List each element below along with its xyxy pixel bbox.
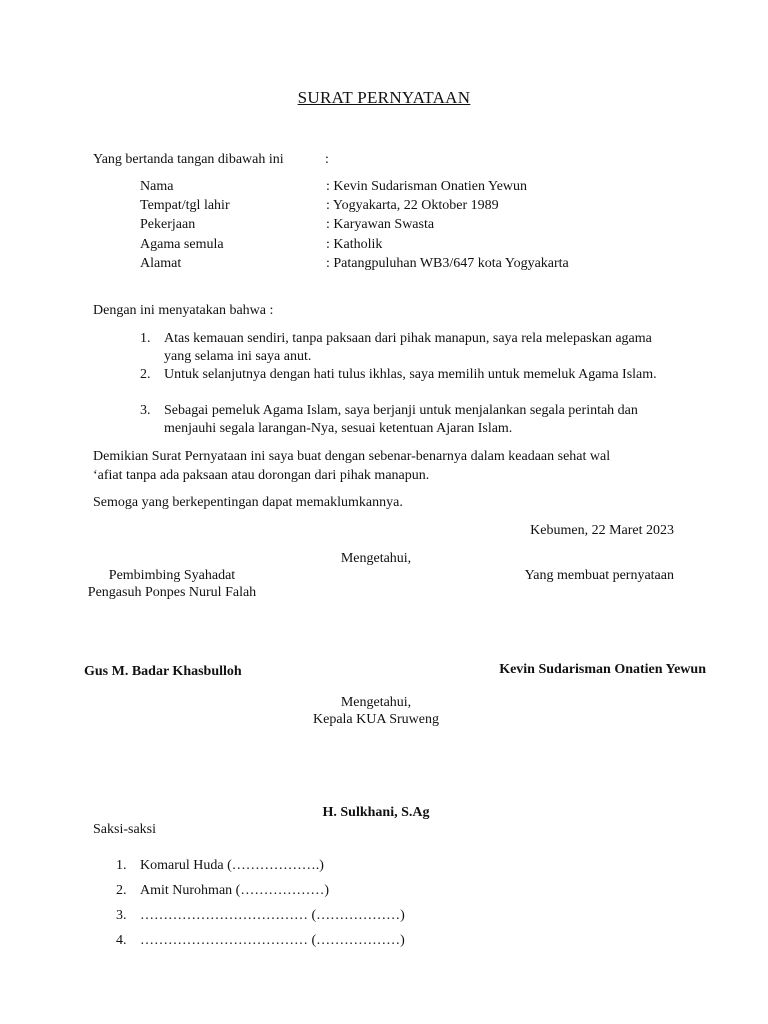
identity-row-name [140, 178, 700, 197]
witness-number: 4. [116, 933, 127, 948]
witness-number: 3. [116, 908, 127, 923]
identity-row-job [140, 216, 700, 235]
document-title: SURAT PERNYATAAN [297, 88, 471, 107]
identity-label: Nama [140, 179, 174, 194]
statement-text: Atas kemauan sendiri, tanpa paksaan dari pihak manapun, saya rela melepaskan agama yang selama ini saya anut. [164, 331, 652, 364]
witness-entry-blank: ……………………………… (………………) [140, 933, 405, 948]
identity-label: Tempat/tgl lahir [140, 198, 230, 213]
closing-line-2: ‘afiat tanpa ada paksaan atau dorongan dari pihak manapun. [93, 468, 430, 483]
witness-number: 2. [116, 883, 127, 898]
acknowledged-label: Mengetahui, [340, 551, 412, 566]
statement-item [140, 366, 680, 384]
kua-title: Kepala KUA Sruweng [313, 712, 439, 727]
identity-value: : Kevin Sudarisman Onatien Yewun [326, 179, 528, 194]
identity-row-address [140, 255, 700, 274]
statement-item [140, 402, 680, 438]
intro-colon: : [325, 152, 329, 167]
witness-heading: Saksi-saksi [93, 822, 156, 837]
right-signer-name: Kevin Sudarisman Onatien Yewun [499, 662, 706, 677]
statement-text: Untuk selanjutnya dengan hati tulus ikhlas, saya memilih untuk memeluk Agama Islam. [164, 367, 657, 382]
witness-entry: Komarul Huda (……………….) [140, 858, 324, 873]
identity-row-religion [140, 236, 700, 255]
statement-item [140, 330, 680, 366]
identity-label: Pekerjaan [140, 217, 196, 232]
left-signer-title: Pembimbing Syahadat [108, 568, 236, 583]
left-signer-role: Pengasuh Ponpes Nurul Falah [87, 585, 257, 600]
witness-number: 1. [116, 858, 127, 873]
intro-text: Yang bertanda tangan dibawah ini [93, 152, 284, 167]
kua-name: H. Sulkhani, S.Ag [322, 805, 430, 820]
identity-value: : Patangpuluhan WB3/647 kota Yogyakarta [326, 256, 569, 271]
identity-value: : Karyawan Swasta [326, 217, 435, 232]
witness-entry-blank: ……………………………… (………………) [140, 908, 405, 923]
left-signer-name: Gus M. Badar Khasbulloh [84, 664, 242, 679]
statement-number: 3. [140, 403, 151, 418]
acknowledged-label-2: Mengetahui, [340, 695, 412, 710]
place-date: Kebumen, 22 Maret 2023 [530, 523, 674, 538]
identity-value: : Katholik [326, 237, 383, 252]
identity-label: Alamat [140, 256, 182, 271]
declaration-intro: Dengan ini menyatakan bahwa : [93, 303, 274, 318]
identity-row-birth [140, 197, 700, 216]
right-signer-title: Yang membuat pernyataan [524, 568, 674, 583]
identity-value: : Yogyakarta, 22 Oktober 1989 [326, 198, 499, 213]
hope-text: Semoga yang berkepentingan dapat memaklumkannya. [93, 495, 403, 510]
statement-text: Sebagai pemeluk Agama Islam, saya berjanji untuk menjalankan segala perintah dan menjauhi segala larangan-Nya, sesuai ketentuan Ajaran Islam. [164, 403, 638, 436]
identity-label: Agama semula [140, 237, 224, 252]
closing-line-1: Demikian Surat Pernyataan ini saya buat dengan sebenar-benarnya dalam keadaan sehat wal [93, 449, 611, 464]
witness-entry: Amit Nurohman (………………) [140, 883, 329, 898]
statement-number: 1. [140, 331, 151, 346]
statement-number: 2. [140, 367, 151, 382]
